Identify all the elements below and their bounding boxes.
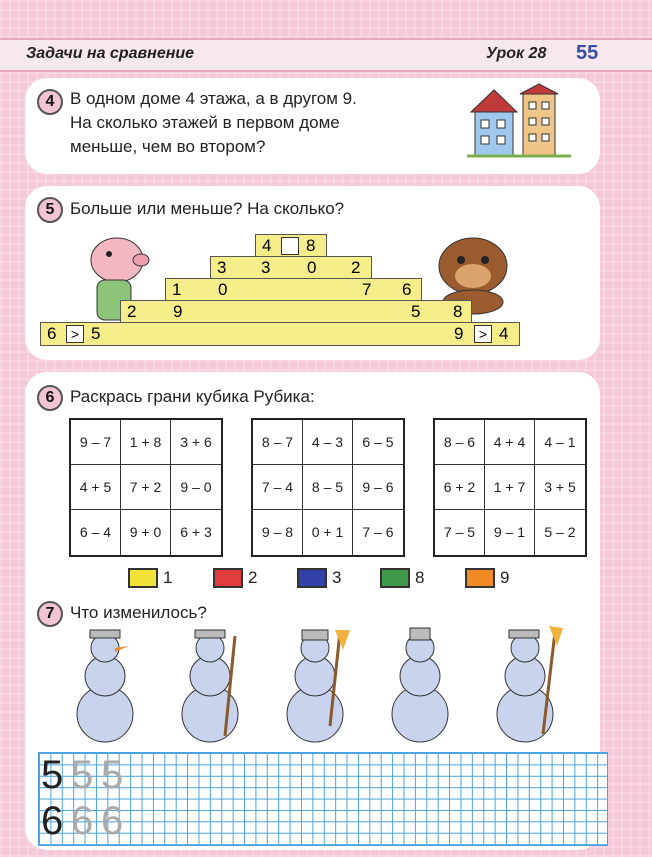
- cube2-cell[interactable]: 0 + 1: [303, 510, 353, 555]
- cube3-cell[interactable]: 3 + 5: [535, 465, 585, 510]
- cube3-cell[interactable]: 7 – 5: [435, 510, 485, 555]
- cube1-cell[interactable]: 7 + 2: [121, 465, 171, 510]
- legend-swatch-red: [213, 568, 243, 588]
- stair-sign-r5-right[interactable]: >: [474, 325, 492, 343]
- comparison-staircase: [40, 234, 520, 349]
- cube2-cell[interactable]: 9 – 8: [253, 510, 303, 555]
- stair-cell-r2c: 0: [307, 258, 317, 277]
- stair-cell-r2a: 3: [217, 258, 227, 277]
- cube2-cell[interactable]: 9 – 6: [353, 465, 403, 510]
- stair-cell-r4a: 2: [127, 302, 137, 321]
- task-4-number: 4: [37, 89, 63, 115]
- legend-value-2: 2: [248, 568, 258, 587]
- legend-value-3: 3: [332, 568, 342, 587]
- legend-swatch-blue: [297, 568, 327, 588]
- cube3-cell[interactable]: 4 + 4: [485, 420, 535, 465]
- rubik-face-3: [433, 418, 587, 557]
- cube3-cell[interactable]: 1 + 7: [485, 465, 535, 510]
- legend-swatch-orange: [465, 568, 495, 588]
- digit-trace-5b: 5: [101, 753, 124, 797]
- stair-row-4: [120, 300, 472, 324]
- snowman-5: [497, 626, 563, 742]
- cube2-cell[interactable]: 7 – 6: [362, 524, 394, 540]
- cube2-cell[interactable]: 8 – 7: [253, 420, 303, 465]
- stair-row-2: [210, 256, 372, 280]
- stair-cell-r5d: 4: [499, 324, 509, 343]
- task-5-card: [25, 186, 600, 360]
- task-7-title: Что изменилось?: [70, 603, 207, 622]
- stair-cell-r2d: 2: [351, 258, 361, 277]
- snowman-4: [392, 628, 448, 742]
- lesson-label: Урок 28: [486, 45, 547, 62]
- digit-sample-5: 5: [41, 753, 64, 797]
- rubik-face-1: [69, 418, 223, 557]
- snowman-2: [182, 630, 238, 742]
- task-4-card: [25, 78, 600, 174]
- cube2-cell[interactable]: 8 – 5: [303, 465, 353, 510]
- digit-trace-5a: 5: [71, 753, 94, 797]
- legend-swatch-yellow: [128, 568, 158, 588]
- snowman-1: [77, 630, 133, 742]
- stair-cell-r5a: 6: [47, 324, 57, 343]
- rubik-face-2: [251, 418, 405, 557]
- legend-swatch-green: [380, 568, 410, 588]
- stair-cell-r4c: 5: [411, 302, 421, 321]
- stair-cell-r3a: 1: [172, 280, 182, 299]
- snowmen-illustration: [65, 626, 565, 746]
- task-4-line-2: На сколько этажей в первом доме: [70, 113, 340, 132]
- cube1-cell[interactable]: 9 – 7: [71, 420, 121, 465]
- cube1-cell[interactable]: 9 + 0: [121, 510, 171, 555]
- page-header: [0, 38, 652, 72]
- cube3-cell[interactable]: 4 – 1: [535, 420, 585, 465]
- legend-value-1: 1: [163, 568, 173, 587]
- digit-trace-6a: 6: [71, 799, 94, 843]
- legend-value-8: 8: [415, 568, 425, 587]
- digit-trace-6b: 6: [101, 799, 124, 843]
- cube3-cell[interactable]: 9 – 1: [485, 510, 535, 555]
- task-5-title: Больше или меньше? На сколько?: [70, 199, 345, 218]
- cube1-cell[interactable]: 6 + 3: [180, 524, 212, 540]
- topic-title: Задачи на сравнение: [26, 45, 195, 62]
- cube2-cell[interactable]: 7 – 4: [253, 465, 303, 510]
- cube3-cell[interactable]: 6 + 2: [435, 465, 485, 510]
- snowman-3: [287, 630, 350, 742]
- cube1-cell[interactable]: 3 + 6: [171, 420, 221, 465]
- task-6-title: Раскрась грани кубика Рубика:: [70, 387, 315, 406]
- cube2-cell[interactable]: 6 – 5: [353, 420, 403, 465]
- stair-row-3: [165, 278, 422, 302]
- stair-cell-r3d: 6: [402, 280, 412, 299]
- stair-cell-r5b: 5: [91, 324, 101, 343]
- stair-cell-r3c: 7: [362, 280, 372, 299]
- stair-blank-r1[interactable]: [281, 237, 299, 255]
- cube1-cell[interactable]: 1 + 8: [121, 420, 171, 465]
- stair-cell-r4b: 9: [173, 302, 183, 321]
- stair-sign-r5[interactable]: >: [66, 325, 84, 343]
- stair-cell-r5c: 9: [454, 324, 464, 343]
- cube1-cell[interactable]: 4 + 5: [71, 465, 121, 510]
- task-7-number: 7: [37, 601, 63, 627]
- stair-row-5: [40, 322, 520, 346]
- stair-cell-r4d: 8: [453, 302, 463, 321]
- task-4-line-3: меньше, чем во втором?: [70, 137, 266, 156]
- legend-value-9: 9: [500, 568, 510, 587]
- stair-cell-r2b: 3: [261, 258, 271, 277]
- cube3-cell[interactable]: 5 – 2: [544, 524, 576, 540]
- page-number: 55: [576, 42, 599, 64]
- cube1-cell[interactable]: 9 – 0: [171, 465, 221, 510]
- writing-grid[interactable]: [38, 752, 608, 846]
- cube3-cell[interactable]: 8 – 6: [435, 420, 485, 465]
- stair-cell-r1b: 8: [306, 236, 316, 255]
- digit-sample-6: 6: [41, 799, 64, 843]
- task-6-number: 6: [37, 385, 63, 411]
- stair-row-1: [255, 234, 327, 258]
- houses-illustration: [465, 80, 575, 165]
- stair-cell-r1a: 4: [262, 236, 272, 255]
- task-4-line-1: В одном доме 4 этажа, а в другом 9.: [70, 89, 357, 108]
- stair-cell-r3b: 0: [218, 280, 228, 299]
- task-5-number: 5: [37, 197, 63, 223]
- cube2-cell[interactable]: 4 – 3: [303, 420, 353, 465]
- cube1-cell[interactable]: 6 – 4: [71, 510, 121, 555]
